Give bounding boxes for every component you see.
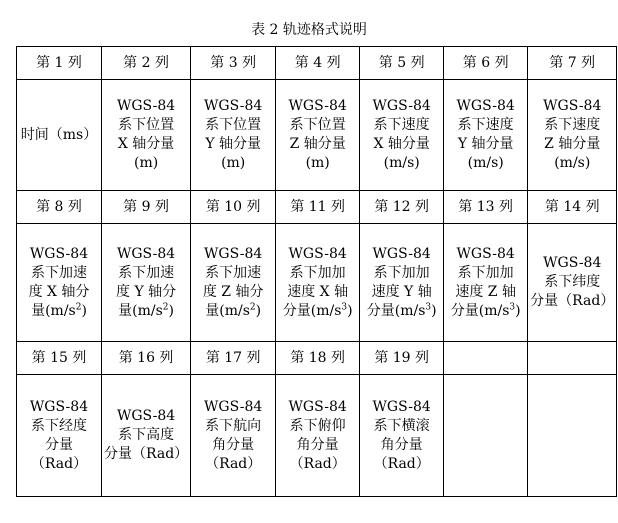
unit-close: ) (168, 302, 174, 319)
description-text: 分量 (45, 436, 73, 453)
description-line (104, 445, 188, 464)
column-header-cell: 第 11 列 (276, 191, 360, 224)
column-header-cell: 第 19 列 (360, 342, 444, 375)
unit-close: ) (515, 302, 521, 319)
description-text: 系下经度 (31, 417, 87, 434)
description-line (104, 116, 188, 135)
description-line (362, 264, 441, 283)
description-text: 系下加速 (205, 264, 262, 281)
description-line (19, 283, 99, 302)
description-text: 角分量 (296, 436, 339, 453)
description-line (104, 283, 188, 302)
description-text: X 轴分量 (373, 136, 430, 152)
description-text: 系下加速 (118, 264, 175, 281)
description-text: WGS-84 (204, 98, 263, 114)
description-text: 量(m/s (118, 302, 163, 319)
unit-exponent: 2 (75, 301, 82, 312)
description-line (104, 264, 188, 283)
description-text: （Rad） (373, 455, 430, 472)
description-line (19, 398, 99, 417)
description-line (278, 135, 357, 154)
unit-close: ) (347, 302, 353, 319)
column-description-cell (276, 224, 360, 342)
description-line (104, 426, 188, 445)
description-text: WGS-84 (372, 245, 431, 262)
description-line (19, 417, 99, 436)
description-line (530, 97, 614, 116)
description-line (193, 116, 273, 135)
column-description-cell (528, 224, 617, 342)
description-text: Z 轴分量 (544, 136, 601, 152)
description-line (530, 254, 614, 273)
column-header-cell: 第 6 列 (444, 47, 528, 80)
description-text: (m/s) (554, 155, 591, 171)
header-row (17, 191, 617, 224)
description-text: 分量(m/s (366, 302, 426, 319)
description-text: 分量(m/s (450, 302, 510, 319)
description-text: 系下横滚 (373, 417, 430, 434)
description-line (446, 283, 525, 302)
description-text: 系下加加 (457, 264, 514, 281)
column-header-cell: 第 18 列 (276, 342, 360, 375)
description-text: 系下位置 (205, 117, 262, 133)
description-line (362, 436, 441, 455)
description-text: 分量（Rad） (104, 446, 189, 462)
column-description-cell (276, 375, 360, 497)
unit-close: ) (431, 302, 437, 319)
description-line (362, 154, 441, 173)
description-line (193, 245, 273, 264)
table-caption: 表 2 轨迹格式说明 (251, 22, 367, 38)
column-description-cell (191, 224, 276, 342)
column-description-cell (360, 224, 444, 342)
description-text: 系下位置 (289, 117, 346, 133)
description-text: WGS-84 (116, 245, 176, 262)
column-description-cell (360, 80, 444, 191)
description-text: WGS-84 (116, 98, 176, 114)
description-line (446, 154, 525, 173)
description-text: 系下加加 (373, 264, 430, 281)
description-line (362, 398, 441, 417)
column-description-cell (444, 224, 528, 342)
description-line (193, 97, 273, 116)
description-text: 系下速度 (373, 117, 430, 133)
description-text: 角分量 (212, 436, 255, 453)
description-text: 系下速度 (457, 117, 514, 133)
description-line (446, 245, 525, 264)
column-description-cell (17, 375, 102, 497)
column-header-cell: 第 4 列 (276, 47, 360, 80)
description-text: WGS-84 (29, 398, 89, 415)
description-text: 量(m/s (31, 302, 76, 319)
description-line (193, 135, 273, 154)
column-header-cell: 第 12 列 (360, 191, 444, 224)
description-text: WGS-84 (456, 98, 515, 114)
description-line (193, 417, 273, 436)
column-header-cell: 第 10 列 (191, 191, 276, 224)
description-text: 量(m/s (205, 302, 250, 319)
trajectory-format-table (16, 46, 617, 497)
description-line (362, 302, 441, 321)
description-text: (m/s) (467, 155, 504, 171)
description-line (193, 264, 273, 283)
description-line (278, 97, 357, 116)
description-text: 系下纬度 (544, 274, 601, 290)
column-description-cell (191, 80, 276, 191)
description-text: 度 X 轴分 (28, 283, 90, 300)
empty-cell (444, 342, 528, 375)
description-line (19, 436, 99, 455)
column-description-cell (17, 80, 102, 191)
description-line (278, 264, 357, 283)
description-text: Y 轴分量 (457, 136, 514, 152)
description-text: WGS-84 (204, 245, 263, 262)
description-text: (m) (221, 155, 246, 171)
description-text: WGS-84 (29, 245, 89, 262)
description-line (278, 436, 357, 455)
column-description-cell (191, 375, 276, 497)
description-line (19, 264, 99, 283)
description-text: WGS-84 (288, 245, 347, 262)
description-text: 速度 X 轴 (287, 283, 349, 300)
column-header-cell: 第 7 列 (528, 47, 617, 80)
description-line (278, 245, 357, 264)
description-text: WGS-84 (288, 98, 347, 114)
description-line (193, 455, 273, 474)
description-text: 速度 Y 轴 (371, 283, 432, 300)
description-text: WGS-84 (116, 408, 176, 424)
description-line (278, 417, 357, 436)
description-line (278, 455, 357, 474)
content-row (17, 224, 617, 342)
description-line (193, 154, 273, 173)
description-line (19, 302, 99, 321)
description-text: WGS-84 (372, 98, 431, 114)
description-text: X 轴分量 (117, 136, 175, 152)
column-header-cell: 第 9 列 (102, 191, 191, 224)
description-line (278, 283, 357, 302)
description-line (104, 97, 188, 116)
description-line (446, 264, 525, 283)
empty-cell (444, 375, 528, 497)
description-text: WGS-84 (204, 398, 263, 415)
description-line (530, 273, 614, 292)
column-description-cell (360, 375, 444, 497)
description-text: （Rad） (289, 455, 346, 472)
column-header-cell: 第 16 列 (102, 342, 191, 375)
column-header-cell: 第 8 列 (17, 191, 102, 224)
description-text: (m) (305, 155, 330, 171)
unit-exponent: 3 (341, 301, 348, 312)
description-line (104, 302, 188, 321)
description-line (19, 245, 99, 264)
column-description-cell (17, 224, 102, 342)
description-text: 系下速度 (544, 117, 601, 133)
description-text: WGS-84 (543, 255, 602, 271)
content-row (17, 375, 617, 497)
unit-close: ) (81, 302, 87, 319)
unit-close: ) (255, 302, 262, 319)
column-header-cell: 第 5 列 (360, 47, 444, 80)
description-line (446, 135, 525, 154)
column-description-cell (102, 375, 191, 497)
description-text: 分量(m/s (282, 302, 342, 319)
description-line (362, 455, 441, 474)
description-line (446, 302, 525, 321)
description-line (362, 135, 441, 154)
description-line (446, 97, 525, 116)
description-text: WGS-84 (543, 98, 602, 114)
description-text: 角分量 (380, 436, 423, 453)
column-header-cell: 第 3 列 (191, 47, 276, 80)
unit-exponent: 3 (425, 301, 432, 312)
description-line (193, 283, 273, 302)
description-text: (m) (133, 155, 159, 171)
description-line (19, 455, 99, 474)
description-text: 系下高度 (118, 427, 175, 443)
description-text: WGS-84 (372, 398, 431, 415)
description-line (362, 245, 441, 264)
description-text: Y 轴分量 (205, 136, 262, 152)
description-text: 系下航向 (205, 417, 262, 434)
column-header-cell: 第 13 列 (444, 191, 528, 224)
description-line (193, 436, 273, 455)
description-line (104, 245, 188, 264)
description-line (19, 126, 99, 145)
description-line (278, 154, 357, 173)
column-header-cell: 第 2 列 (102, 47, 191, 80)
description-text: 度 Y 轴分 (116, 283, 177, 300)
description-line (362, 116, 441, 135)
description-line (530, 154, 614, 173)
description-line (362, 283, 441, 302)
description-line (193, 302, 273, 321)
description-line (278, 116, 357, 135)
column-description-cell (102, 80, 191, 191)
description-text: 速度 Z 轴 (455, 283, 516, 300)
description-line (530, 135, 614, 154)
description-line (104, 154, 188, 173)
column-header-cell: 第 14 列 (528, 191, 617, 224)
description-line (446, 116, 525, 135)
description-line (193, 398, 273, 417)
description-text: 系下加加 (289, 264, 346, 281)
description-text: 系下俯仰 (289, 417, 346, 434)
description-line (530, 292, 614, 311)
description-line (362, 417, 441, 436)
unit-exponent: 3 (509, 301, 516, 312)
description-text: （Rad） (205, 455, 262, 472)
content-row (17, 80, 617, 191)
description-text: Z 轴分量 (289, 136, 346, 152)
description-line (278, 302, 357, 321)
unit-exponent: 2 (162, 301, 169, 312)
column-description-cell (276, 80, 360, 191)
description-text: （Rad） (30, 455, 88, 472)
description-line (530, 116, 614, 135)
description-text: WGS-84 (288, 398, 347, 415)
header-row (17, 47, 617, 80)
column-header-cell: 第 17 列 (191, 342, 276, 375)
description-text: WGS-84 (456, 245, 515, 262)
description-text: (m/s) (383, 155, 420, 171)
column-description-cell (444, 80, 528, 191)
column-description-cell (528, 80, 617, 191)
description-text: 分量（Rad） (530, 293, 615, 309)
description-line (104, 407, 188, 426)
description-line (278, 398, 357, 417)
description-text: 度 Z 轴分 (202, 283, 264, 300)
header-row (17, 342, 617, 375)
empty-cell (528, 375, 617, 497)
column-description-cell (102, 224, 191, 342)
column-header-cell: 第 15 列 (17, 342, 102, 375)
column-header-cell: 第 1 列 (17, 47, 102, 80)
description-text: 系下加速 (31, 264, 87, 281)
description-line (362, 97, 441, 116)
description-text: 时间（ms） (20, 126, 98, 143)
description-text: 系下位置 (118, 117, 175, 133)
description-line (104, 135, 188, 154)
empty-cell (528, 342, 617, 375)
unit-exponent: 2 (249, 301, 256, 312)
